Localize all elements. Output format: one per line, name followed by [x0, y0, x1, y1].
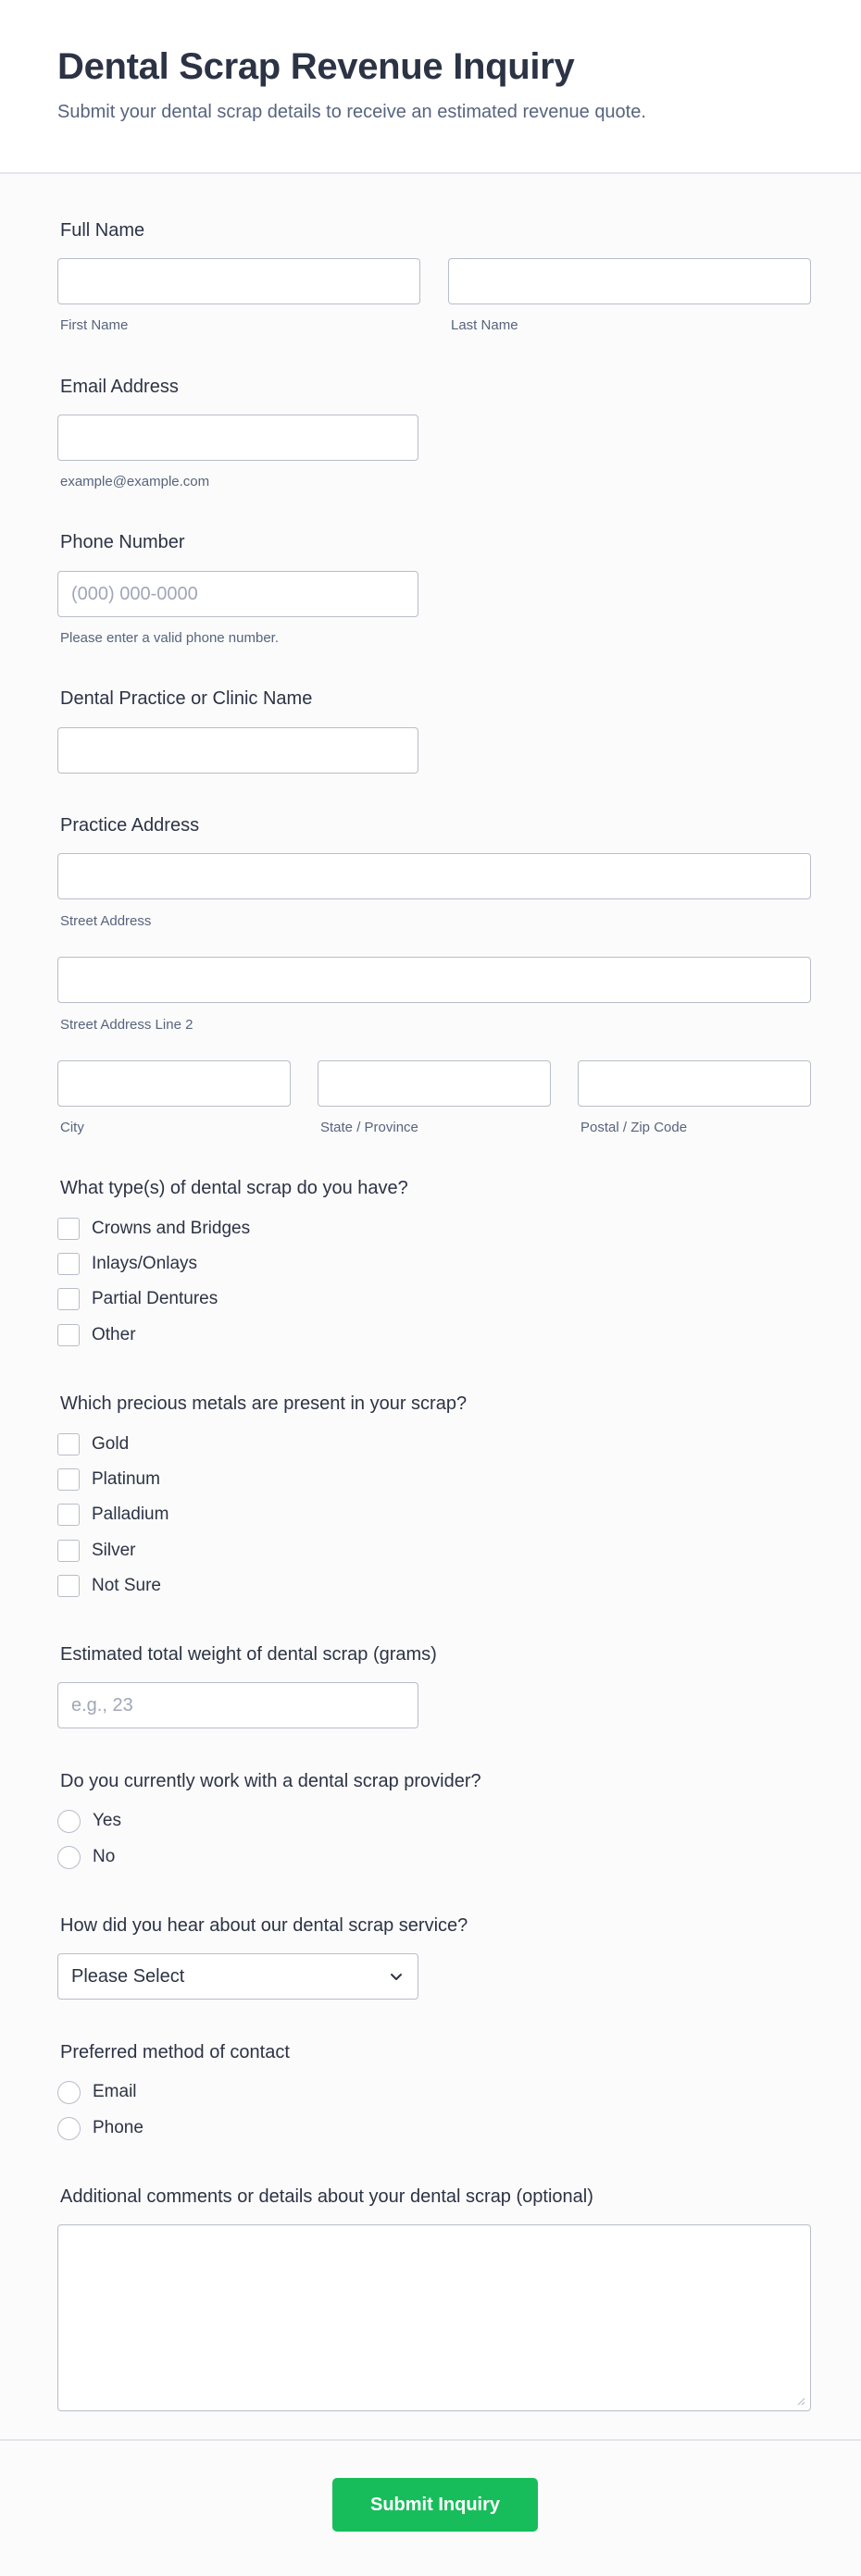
phone-label: Phone Number: [60, 532, 185, 552]
email-label: Email Address: [60, 377, 179, 397]
zip-sublabel: Postal / Zip Code: [580, 1120, 688, 1135]
resize-grip-icon[interactable]: [796, 2396, 805, 2406]
address-label: Practice Address: [60, 815, 200, 836]
street-address-2-input[interactable]: [57, 957, 811, 1003]
scrap-type-option[interactable]: Other: [57, 1323, 136, 1347]
city-sublabel: City: [60, 1120, 84, 1135]
first-name-input[interactable]: [57, 258, 420, 304]
weight-input[interactable]: [57, 1682, 418, 1728]
state-input[interactable]: [318, 1060, 551, 1107]
clinic-label: Dental Practice or Clinic Name: [60, 688, 313, 709]
scrap-type-option[interactable]: Partial Dentures: [57, 1287, 218, 1311]
radio-button[interactable]: [57, 2117, 81, 2140]
city-input[interactable]: [57, 1060, 291, 1107]
street-address-2-sublabel: Street Address Line 2: [60, 1017, 193, 1033]
contact-option-email[interactable]: Email: [57, 2080, 137, 2104]
email-sublabel: example@example.com: [60, 474, 210, 489]
street-address-sublabel: Street Address: [60, 913, 152, 929]
state-sublabel: State / Province: [320, 1120, 418, 1135]
full-name-label: Full Name: [60, 220, 145, 241]
metal-option[interactable]: Platinum: [57, 1468, 160, 1492]
radio-button[interactable]: [57, 2081, 81, 2104]
form-subtitle: Submit your dental scrap details to receive an estimated revenue quote.: [57, 102, 646, 122]
email-input[interactable]: [57, 415, 418, 461]
checkbox[interactable]: [57, 1575, 80, 1597]
checkbox[interactable]: [57, 1324, 80, 1346]
comments-label: Additional comments or details about your dental scrap (optional): [60, 2186, 593, 2207]
checkbox[interactable]: [57, 1504, 80, 1526]
referral-label: How did you hear about our dental scrap service?: [60, 1915, 468, 1936]
contact-method-label: Preferred method of contact: [60, 2042, 290, 2062]
checkbox[interactable]: [57, 1468, 80, 1491]
clinic-input[interactable]: [57, 727, 418, 774]
metal-option[interactable]: Palladium: [57, 1503, 168, 1527]
scrap-type-option[interactable]: Inlays/Onlays: [57, 1252, 197, 1276]
provider-option-yes[interactable]: Yes: [57, 1809, 121, 1833]
metal-option[interactable]: Silver: [57, 1539, 136, 1563]
provider-label: Do you currently work with a dental scrap provider?: [60, 1771, 481, 1791]
phone-sublabel: Please enter a valid phone number.: [60, 630, 279, 646]
metal-option[interactable]: Gold: [57, 1432, 129, 1456]
contact-option-phone[interactable]: Phone: [57, 2116, 144, 2140]
referral-select[interactable]: [57, 1953, 418, 2000]
street-address-input[interactable]: [57, 853, 811, 899]
form-title: Dental Scrap Revenue Inquiry: [57, 46, 575, 87]
scrap-type-option[interactable]: Crowns and Bridges: [57, 1217, 250, 1241]
checkbox[interactable]: [57, 1253, 80, 1275]
phone-input[interactable]: [57, 571, 418, 617]
radio-button[interactable]: [57, 1810, 81, 1833]
chevron-down-icon: [388, 1968, 405, 1985]
weight-label: Estimated total weight of dental scrap (grams): [60, 1644, 437, 1665]
metals-label: Which precious metals are present in your scrap?: [60, 1393, 468, 1414]
checkbox[interactable]: [57, 1540, 80, 1562]
zip-input[interactable]: [578, 1060, 811, 1107]
form-footer: [0, 2439, 861, 2576]
provider-option-no[interactable]: No: [57, 1845, 115, 1869]
radio-button[interactable]: [57, 1846, 81, 1869]
checkbox[interactable]: [57, 1433, 80, 1455]
last-name-input[interactable]: [448, 258, 811, 304]
metal-option[interactable]: Not Sure: [57, 1574, 161, 1598]
checkbox[interactable]: [57, 1218, 80, 1240]
referral-selected-value: Please Select: [71, 1965, 185, 1987]
scrap-types-label: What type(s) of dental scrap do you have?: [60, 1178, 408, 1198]
checkbox[interactable]: [57, 1288, 80, 1310]
form-header: [0, 0, 861, 174]
last-name-sublabel: Last Name: [451, 317, 518, 333]
comments-wrapper: [57, 2224, 811, 2411]
comments-textarea[interactable]: [57, 2224, 811, 2411]
submit-button[interactable]: Submit Inquiry: [332, 2478, 538, 2532]
first-name-sublabel: First Name: [60, 317, 129, 333]
